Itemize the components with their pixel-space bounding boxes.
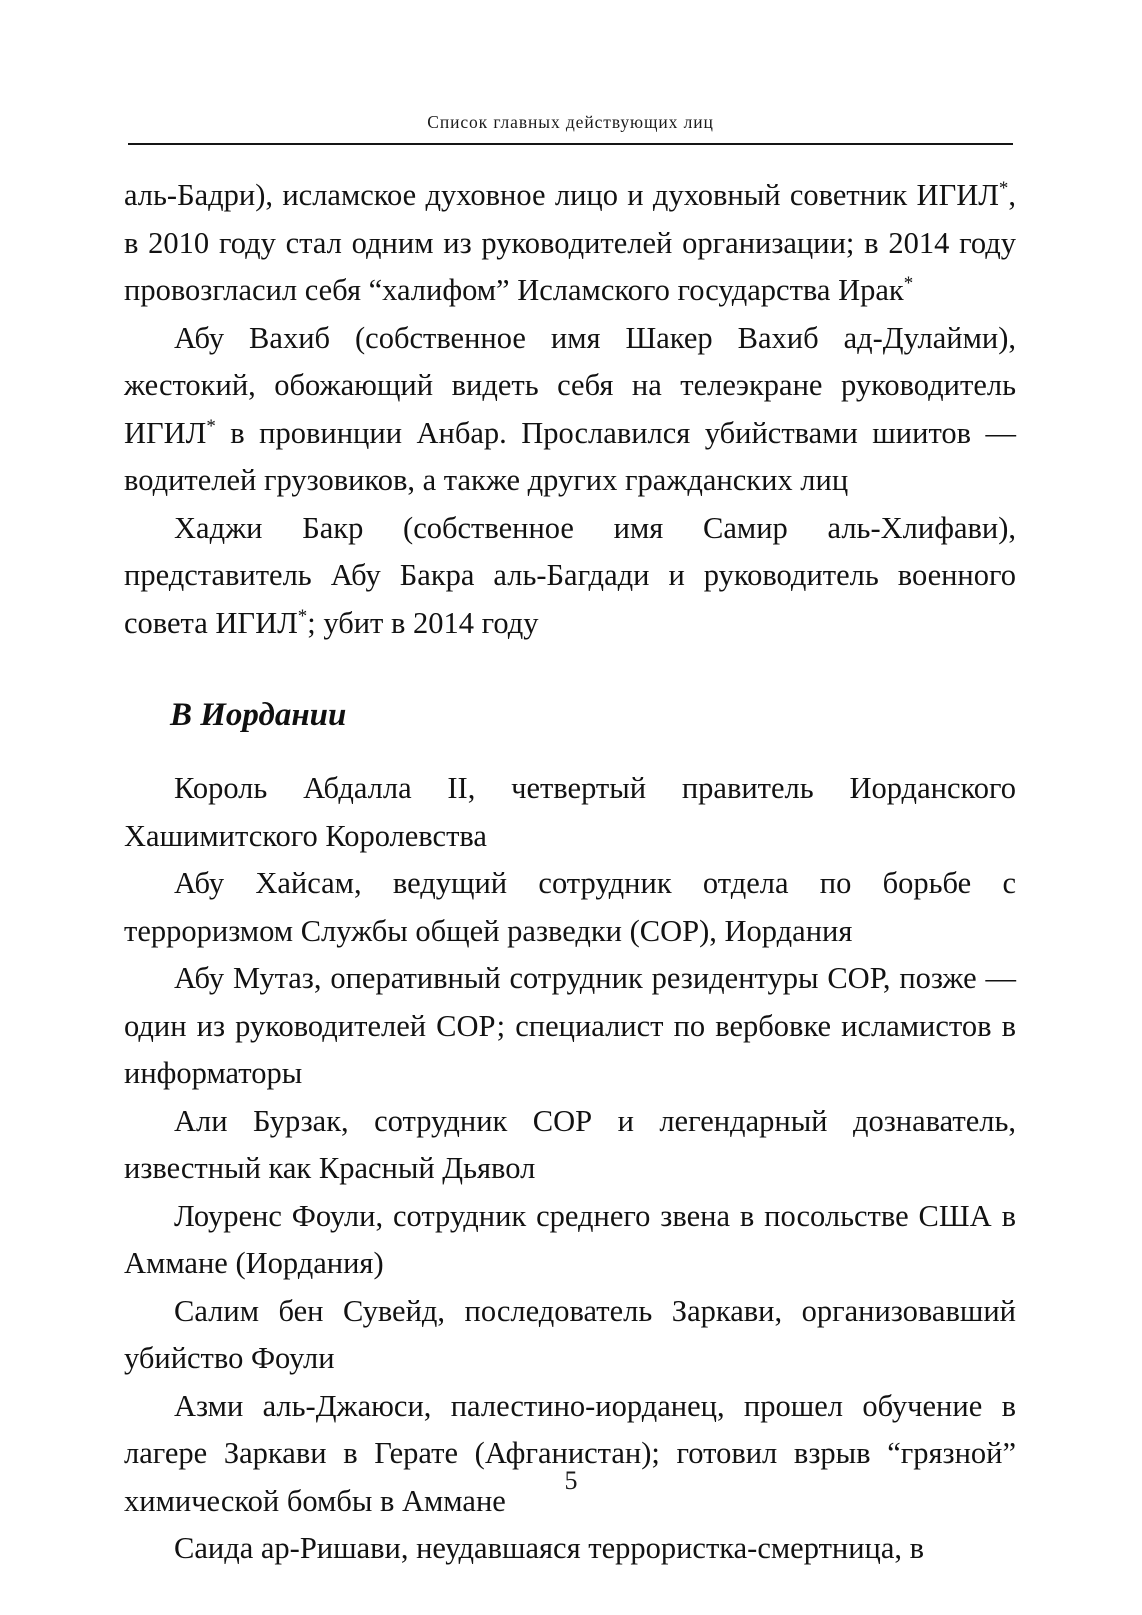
entry-salim-ben-suweid: Салим бен Сувейд, последователь Заркави, организовавший убийство Фоули [124,1293,1016,1375]
entry-azmi-al-jayousi: Азми аль-Джаюси, палестино-иорданец, прошел обучение в лагере Заркави в Герате (Афганистан); готовил взрыв “грязной” химической бомбы в Аммане [124,1388,1016,1518]
entry-king-abdullah: Король Абдалла II, четвертый правитель Иорданского Хашимитского Королевства [124,771,1016,853]
heading-spacer-below [124,737,1016,765]
body-paragraph-list [124,172,1016,647]
section-heading: В Иордании [170,697,347,733]
para-al-baghdadi-continued: аль-Бадри), исламское духовное лицо и духовный советник ИГИЛ*, в 2010 году стал одним из руководителей организации; в 2014 году провозгласил себя “халифом” Исламского государства Ирак* [124,177,1016,307]
entry-abu-haytham: Абу Хайсам, ведущий сотрудник отдела по борьбе с терроризмом Службы общей разведки (СОР), Иордания [124,866,1016,948]
section-entry-list [124,765,1016,1573]
footnote-marker: * [206,415,216,437]
footnote-marker: * [297,605,308,627]
heading-spacer-above [124,647,1016,693]
para-haji-bakr: Хаджи Бакр (собственное имя Самир аль-Хлифави), представитель Абу Бакра аль-Багдади и руководитель военного совета ИГИЛ*; убит в 2014 году [124,510,1016,640]
para-abu-wahib: Абу Вахиб (собственное имя Шакер Вахиб ад-Дулайми), жестокий, обожающий видеть себя на телеэкране руководитель ИГИЛ* в провинции Анбар. Прославился убийствами шиитов — водителей грузовиков, а также других гражданских лиц [124,320,1016,497]
header-rule [128,143,1013,145]
entry-laurence-foley: Лоуренс Фоули, сотрудник среднего звена в посольстве США в Аммане (Иордания) [124,1198,1016,1280]
footnote-marker: * [998,177,1009,199]
page-number: 5 [564,1466,578,1495]
entry-ali-burzak: Али Бурзак, сотрудник СОР и легендарный дознаватель, известный как Красный Дьявол [124,1103,1016,1185]
running-header: Список главных действующих лиц [427,112,714,132]
entry-saida-ar-rishawi: Саида ар-Ришави, неудавшаяся террористка-смертница, в [174,1531,925,1565]
footnote-marker: * [903,272,914,294]
entry-abu-mutaz: Абу Мутаз, оперативный сотрудник резидентуры СОР, позже — один из руководителей СОР; специалист по вербовке исламистов в информаторы [124,961,1016,1090]
text-column [124,172,1016,1573]
